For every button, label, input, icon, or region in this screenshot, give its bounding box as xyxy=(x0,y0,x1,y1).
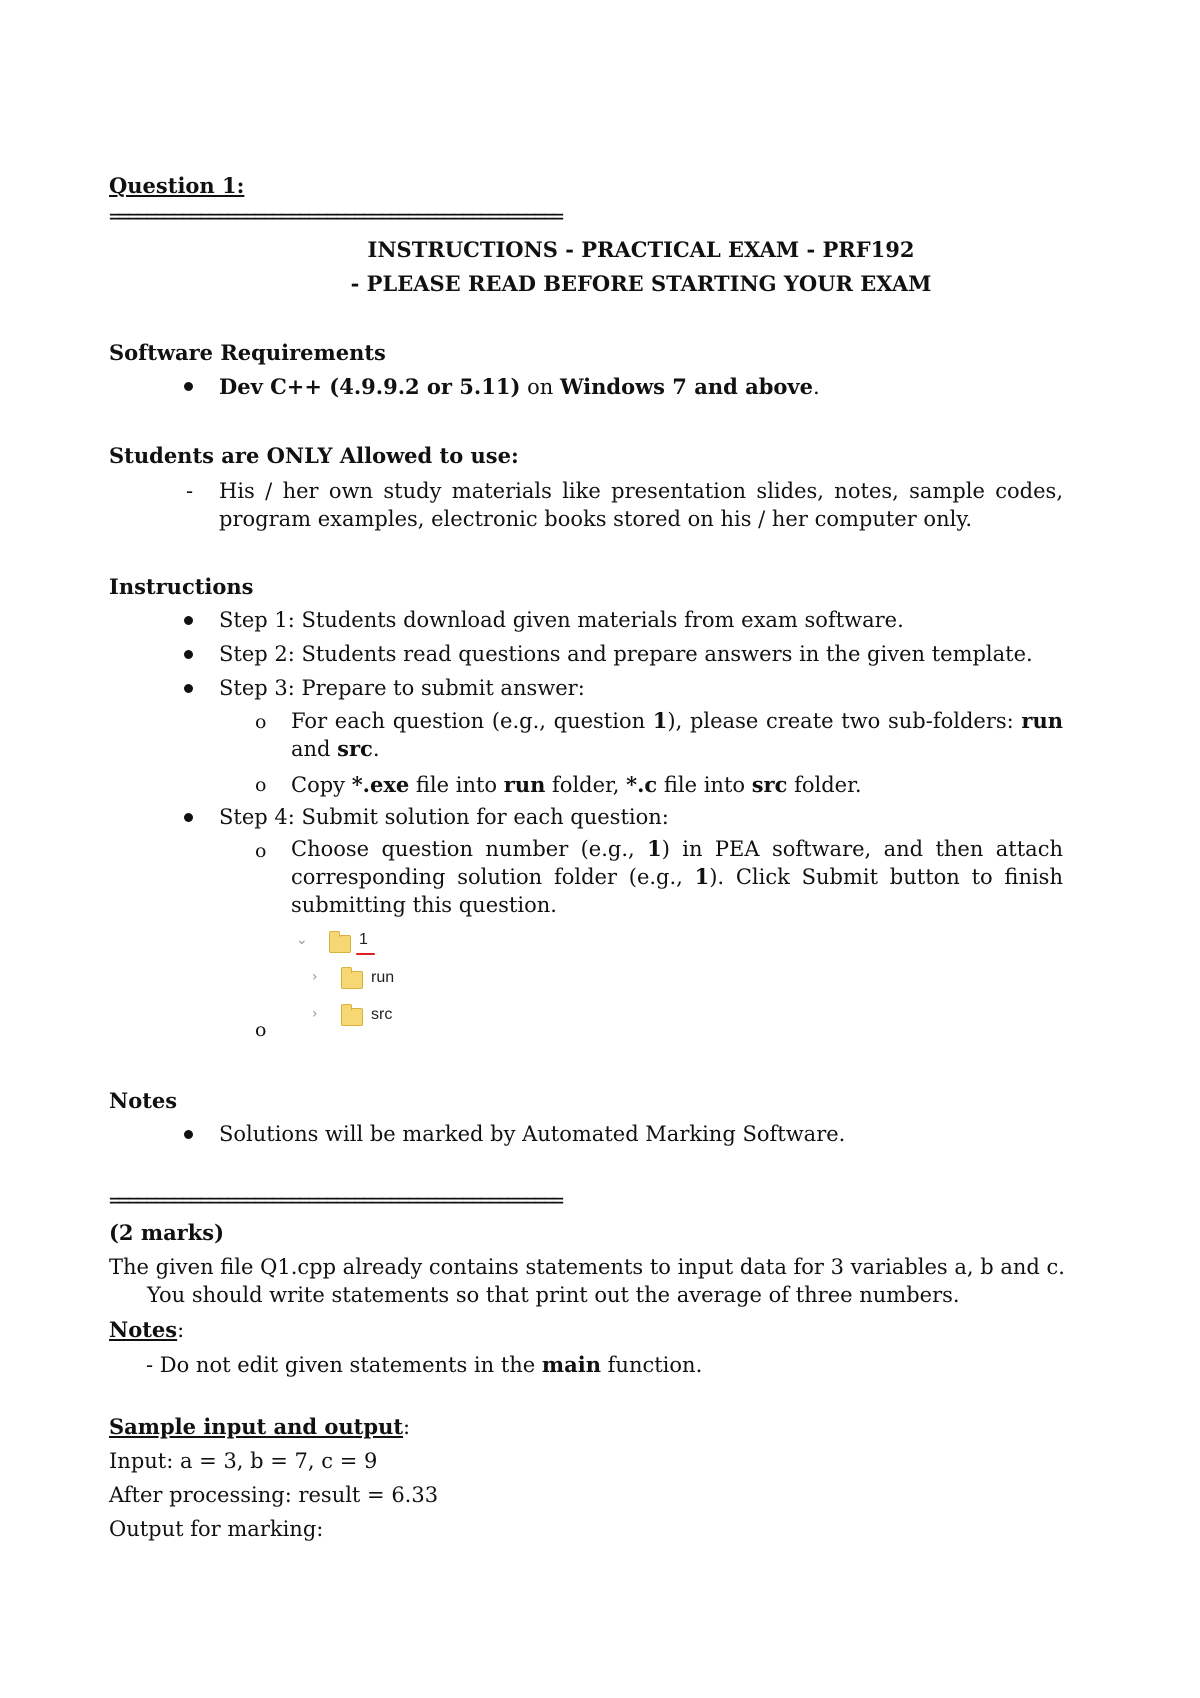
task-note-item: - Do not edit given statements in the main function. xyxy=(146,1352,703,1377)
header-line-2: - PLEASE READ BEFORE STARTING YOUR EXAM xyxy=(350,271,932,296)
sample-processing: After processing: result = 6.33 xyxy=(109,1483,439,1507)
sample-input: Input: a = 3, b = 7, c = 9 xyxy=(109,1449,378,1473)
tree-folder-src: src xyxy=(371,1006,393,1023)
dash-marker: - xyxy=(186,479,194,503)
notes-item: Solutions will be marked by Automated Marking Software. xyxy=(219,1122,846,1146)
folder-icon xyxy=(341,1008,363,1026)
step-1: Step 1: Students download given materials from exam software. xyxy=(219,608,904,632)
marks-label: (2 marks) xyxy=(109,1220,225,1245)
question-title: Question 1: xyxy=(109,173,245,198)
red-underline-mark xyxy=(356,953,375,955)
step-3-sub-1: For each question (e.g., question 1), please create two sub-folders: run and src. xyxy=(291,708,1063,761)
chevron-right-icon: › xyxy=(312,969,318,985)
step-2: Step 2: Students read questions and prepare answers in the given template. xyxy=(219,642,1033,666)
bullet xyxy=(184,813,193,822)
instructions-heading: Instructions xyxy=(109,574,254,599)
allowed-heading: Students are ONLY Allowed to use: xyxy=(109,443,519,468)
software-item: Dev C++ (4.9.9.2 or 5.11) on Windows 7 and above. xyxy=(219,374,820,399)
notes-heading: Notes xyxy=(109,1088,178,1113)
separator-top: ================================================== xyxy=(109,209,562,223)
bullet xyxy=(184,684,193,693)
software-heading: Software Requirements xyxy=(109,340,386,365)
tree-folder-root: 1 xyxy=(359,931,368,948)
header-line-1: INSTRUCTIONS - PRACTICAL EXAM - PRF192 xyxy=(367,237,915,262)
circle-marker: o xyxy=(255,711,267,733)
step-3: Step 3: Prepare to submit answer: xyxy=(219,676,585,700)
step-3-sub-2: Copy *.exe file into run folder, *.c file into src folder. xyxy=(291,772,862,797)
step-4: Step 4: Submit solution for each question: xyxy=(219,805,669,829)
bullet xyxy=(184,650,193,659)
circle-marker: o xyxy=(255,774,267,796)
circle-marker: o xyxy=(255,840,267,862)
task-notes-heading: Notes: xyxy=(109,1317,185,1342)
folder-icon xyxy=(329,935,351,953)
separator-bottom: ================================================== xyxy=(109,1193,562,1207)
chevron-down-icon: ⌄ xyxy=(296,932,308,948)
chevron-right-icon: › xyxy=(312,1006,318,1022)
bullet xyxy=(184,1130,193,1139)
task-description: The given file Q1.cpp already contains statements to input data for 3 variables a, b and c. You should write statements so that print out the average of three numbers. xyxy=(109,1255,1065,1307)
tree-folder-run: run xyxy=(371,969,395,986)
sample-output: Output for marking: xyxy=(109,1517,324,1541)
step-4-sub-1: Choose question number (e.g., 1) in PEA software, and then attach corresponding solution folder (e.g., 1). Click Submit button to finish submitting this question. xyxy=(291,836,1063,917)
bullet xyxy=(184,382,193,391)
circle-marker: o xyxy=(255,1019,267,1041)
allowed-text: His / her own study materials like presentation slides, notes, sample codes, program examples, electronic books stored on his / her computer only. xyxy=(219,479,1063,531)
sample-heading: Sample input and output: xyxy=(109,1414,411,1439)
bullet xyxy=(184,616,193,625)
folder-icon xyxy=(341,971,363,989)
